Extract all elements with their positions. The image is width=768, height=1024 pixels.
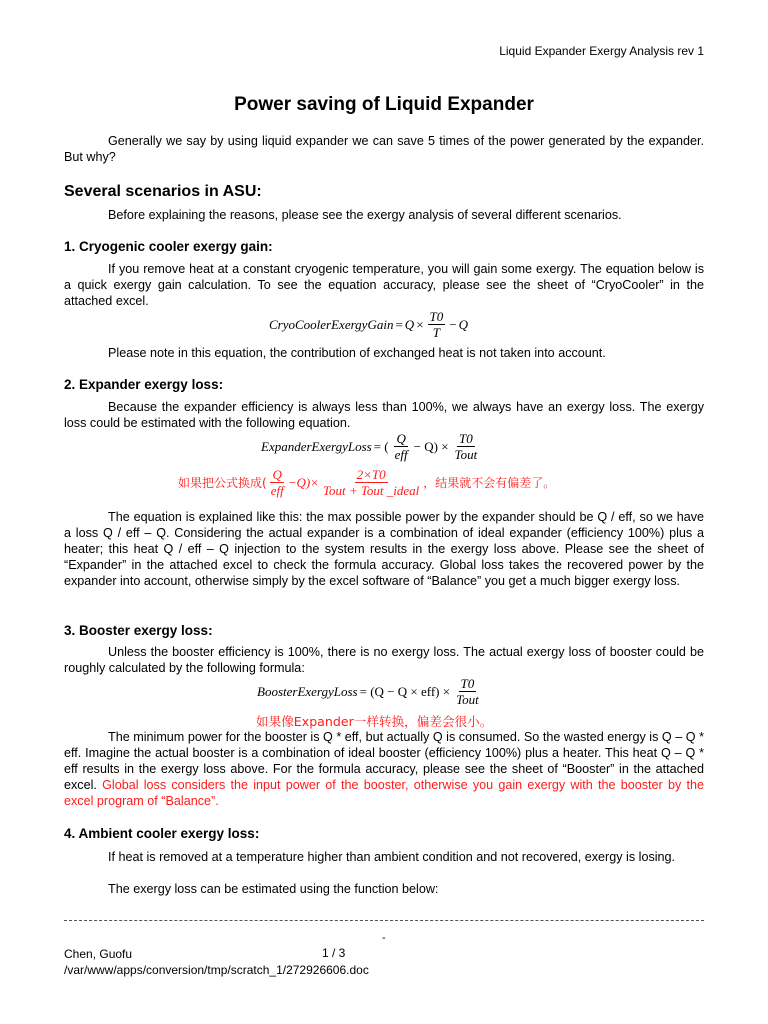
section-intro: Before explaining the reasons, please see the exergy analysis of several different scenarios.	[108, 208, 622, 222]
eq-fraction	[428, 309, 446, 340]
eq-q: Q	[404, 316, 415, 332]
heading-ambient-cooler: 4. Ambient cooler exergy loss:	[64, 826, 260, 841]
eq-lhs: CryoCoolerExergyGain	[269, 316, 394, 332]
eq-q2: Q	[458, 316, 468, 332]
expander-paragraph-1: Because the expander efficiency is always less than 100%, we always have an exergy loss. The exergy loss could be estimated with the following equation.	[64, 400, 704, 430]
equation-cryo-gain	[269, 309, 468, 340]
eq-numerator: 2×T0	[356, 467, 386, 482]
section-heading: Several scenarios in ASU:	[64, 183, 262, 200]
eq-denominator: Tout + Tout _ideal	[322, 483, 420, 498]
footer-path: /var/www/apps/conversion/tmp/scratch_1/272926606.doc	[64, 963, 369, 977]
eq-denominator: Tout	[456, 692, 479, 707]
cryo-paragraph-2: Please note in this equation, the contribution of exchanged heat is not taken into account.	[108, 346, 606, 360]
footer-rule	[64, 920, 704, 921]
cryo-paragraph-1: If you remove heat at a constant cryogenic temperature, you will gain some exergy. The equation below is a quick exergy gain calculation. To see the equation accuracy, please see the sheet of “CryoCooler” in the attached excel.	[64, 262, 704, 308]
eq-denominator: T	[432, 325, 441, 340]
footer-dash: -	[382, 932, 386, 944]
running-header: Liquid Expander Exergy Analysis rev 1	[499, 44, 704, 58]
eq-equals: = (	[373, 438, 389, 454]
heading-cryogenic-cooler: 1. Cryogenic cooler exergy gain:	[64, 239, 273, 254]
intro-paragraph: Generally we say by using liquid expander we can save 5 times of the power generated by the expander. But why?	[64, 134, 704, 164]
booster-paragraph-1: Unless the booster efficiency is 100%, there is no exergy loss. The actual exergy loss of booster could be roughly calculated by the following formula:	[64, 645, 704, 675]
eq-denominator: Tout	[454, 447, 478, 462]
eq-numerator: Q	[272, 467, 282, 482]
footer-author: Chen, Guofu	[64, 947, 133, 961]
eq-lhs: ExpanderExergyLoss	[261, 438, 372, 454]
cn-suffix: ，结果就不会有偏差了。	[423, 476, 556, 490]
booster-red-note: Global loss considers the input power of the booster, otherwise you gain exergy with the booster by the excel program of “Balance”.	[64, 778, 704, 808]
chinese-note-booster: 如果像Expander一样转换，偏差会很小。	[256, 714, 493, 729]
eq-numerator: Q	[396, 431, 406, 446]
eq-lhs: BoosterExergyLoss	[257, 683, 358, 699]
eq-minus: −	[449, 316, 457, 332]
booster-paragraph-2	[64, 729, 704, 809]
eq-numerator: T0	[458, 431, 473, 446]
ambient-paragraph-1: If heat is removed at a temperature higher than ambient condition and not recovered, exergy is losing.	[108, 850, 676, 864]
chinese-note-expander	[178, 467, 555, 498]
eq-times: ×	[416, 316, 424, 332]
eq-fraction-q-eff	[393, 431, 410, 462]
equation-booster-loss	[257, 676, 483, 707]
cn-prefix: 如果把公式换成(	[178, 476, 267, 490]
footer-page-number: 1 / 3	[322, 946, 346, 960]
heading-booster-loss: 3. Booster exergy loss:	[64, 623, 213, 638]
ambient-paragraph-2: The exergy loss can be estimated using the function below:	[108, 882, 439, 896]
eq-denominator: eff	[394, 447, 408, 462]
eq-fraction-t0-tout	[453, 431, 480, 462]
page-title: Power saving of Liquid Expander	[234, 94, 534, 115]
booster-text: The minimum power for the booster is Q * eff, but actually Q is consumed. So the wasted energy is Q – Q * eff. Imagine the actual booster is a combination of ideal booster (efficiency 100%) plus a heater. This heat Q – Q * eff results in the exergy loss above. For the formula accuracy, please see the sheet of “Booster” in the attached excel.	[64, 730, 704, 792]
document-page	[64, 0, 704, 1024]
cn-fraction-q-eff	[269, 467, 286, 498]
eq-equals: =	[395, 316, 403, 332]
eq-denominator: eff	[270, 483, 284, 498]
expander-paragraph-2: The equation is explained like this: the max possible power by the expander should be Q / eff, so we have a loss Q / eff – Q. Considering the actual expander is a combination of ideal expander (efficiency 100%) plus a heater; this heat Q / eff – Q injection to the system results in the exergy loss above. Please see the sheet of “Expander” in the attached excel to check the formula accuracy. Global loss takes the recovered power by the expander into account, otherwise simply by the excel software of “Balance” you get a much bigger exergy loss.	[64, 510, 704, 588]
eq-middle: − Q) ×	[413, 438, 449, 454]
cn-middle: −Q)×	[287, 474, 319, 490]
heading-expander-loss: 2. Expander exergy loss:	[64, 377, 224, 392]
eq-numerator: T0	[429, 309, 444, 324]
cn-fraction-2t0	[321, 467, 421, 498]
eq-numerator: T0	[460, 676, 475, 691]
eq-equals: = (Q − Q × eff) ×	[359, 683, 451, 699]
equation-expander-loss	[261, 431, 481, 462]
eq-fraction-t0-tout	[454, 676, 481, 707]
